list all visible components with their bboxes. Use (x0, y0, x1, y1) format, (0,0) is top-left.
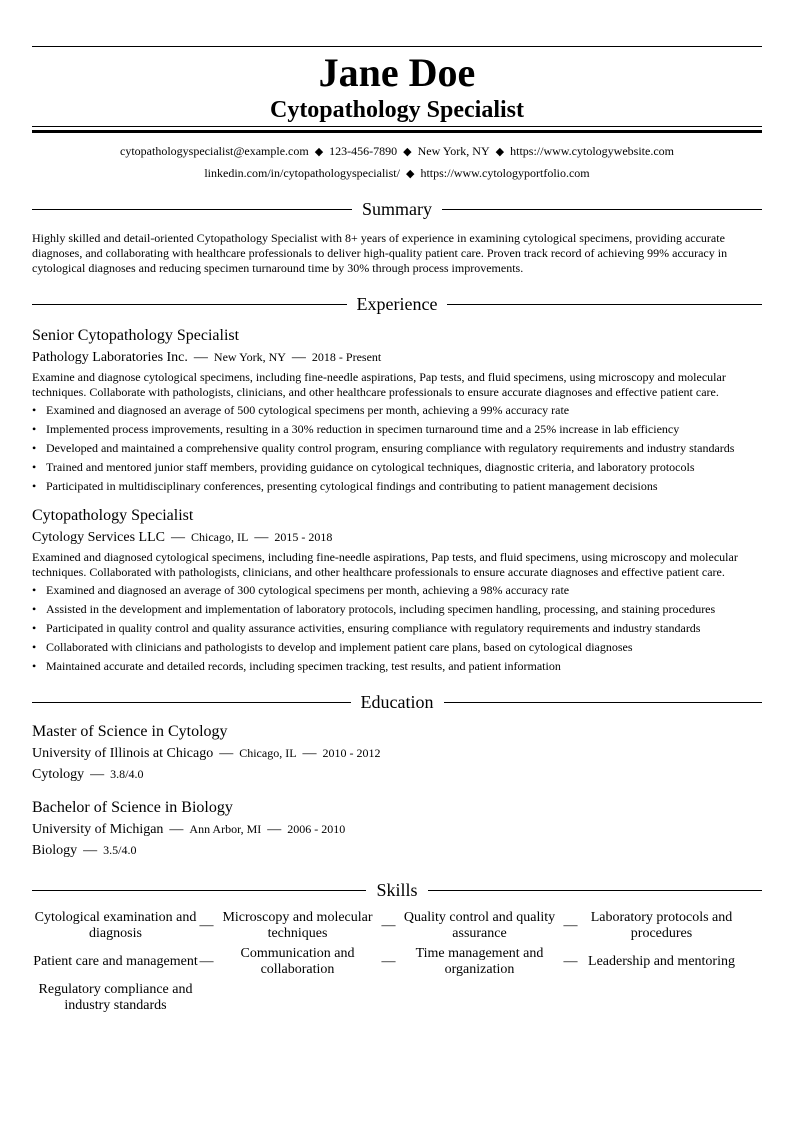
contact-portfolio[interactable]: https://www.cytologyportfolio.com (420, 166, 590, 180)
contact-website[interactable]: https://www.cytologywebsite.com (510, 144, 674, 158)
heading-rule (32, 304, 347, 305)
skill-item: Patient care and management (33, 954, 198, 969)
school-dates: 2006 - 2010 (287, 822, 346, 836)
contact-linkedin[interactable]: linkedin.com/in/cytopathologyspecialist/ (204, 166, 400, 180)
bullet-icon: • (32, 403, 37, 417)
section-title: Skills (376, 880, 418, 900)
dash-separator: — (171, 530, 185, 545)
candidate-name: Jane Doe (318, 50, 476, 95)
job-company: Cytology Services LLC (32, 530, 165, 545)
dash-separator: — (90, 767, 105, 782)
list-item (32, 583, 762, 598)
bullet-text: Maintained accurate and detailed records, including specimen tracking, test results, and patient information (46, 659, 561, 673)
contact-location: New York, NY (417, 144, 490, 158)
diamond-separator-icon: ◆ (403, 146, 412, 158)
bullet-text: Implemented process improvements, resulting in a 30% reduction in specimen turnaround time and a 25% increase in lab efficiency (46, 422, 680, 436)
dash-separator: — (254, 530, 269, 545)
job-location: Chicago, IL (191, 530, 249, 544)
list-item (32, 441, 762, 456)
bullet-text: Participated in multidisciplinary conferences, presenting cytological findings and contributing to patient management decisions (46, 479, 658, 493)
diamond-separator-icon: ◆ (314, 146, 324, 158)
degree-title: Master of Science in Cytology (32, 723, 228, 740)
skills-row (32, 982, 762, 1014)
school-location: Chicago, IL (239, 746, 297, 760)
dash-separator: — (199, 954, 214, 969)
heading-rule (447, 304, 762, 305)
summary-heading (32, 197, 762, 221)
dash-separator: — (563, 918, 578, 933)
list-item (32, 460, 762, 475)
skill-item: Laboratory protocols and procedures (590, 910, 733, 941)
bullet-icon: • (32, 479, 37, 493)
bullet-text: Assisted in the development and implementation of laboratory protocols, including specimen handling, processing, and staining procedures (46, 602, 716, 616)
candidate-role: Cytopathology Specialist (269, 97, 524, 123)
education-entry (32, 798, 762, 860)
dash-separator: — (199, 918, 214, 933)
job-bullets (32, 583, 762, 674)
bullet-icon: • (32, 583, 37, 597)
dash-separator: — (381, 918, 396, 933)
education-heading (32, 690, 762, 714)
job-dates: 2015 - 2018 (274, 530, 333, 544)
skill-item: Communication and collaboration (240, 946, 355, 977)
heading-rule (32, 702, 351, 703)
job-title: Cytopathology Specialist (32, 507, 194, 524)
list-item (32, 602, 762, 617)
job-dates: 2018 - Present (311, 350, 382, 364)
school-meta (32, 744, 762, 763)
job-meta (32, 528, 762, 547)
job-meta (32, 348, 762, 367)
school-meta (32, 820, 762, 839)
bullet-icon: • (32, 441, 37, 455)
school-name: University of Michigan (32, 822, 164, 837)
bullet-text: Collaborated with clinicians and pathologists to develop and implement patient care plans, based on cytological diagnoses (46, 640, 633, 654)
dash-separator: — (267, 822, 282, 837)
heading-rule (32, 890, 366, 891)
skill-item: Time management and organization (415, 946, 544, 977)
bullet-text: Developed and maintained a comprehensive quality control program, ensuring compliance with regulatory requirements and industry standards (46, 441, 735, 455)
diamond-separator-icon: ◆ (405, 168, 415, 180)
list-item (32, 479, 762, 494)
top-rule (32, 46, 762, 47)
contact-block (32, 141, 762, 185)
contact-line-1 (32, 141, 762, 163)
skills-heading (32, 878, 762, 902)
skill-item: Quality control and quality assurance (403, 910, 556, 941)
contact-line-2 (32, 163, 762, 185)
dash-separator: — (381, 954, 396, 969)
section-title: Experience (356, 294, 438, 314)
dash-separator: — (563, 954, 578, 969)
skills-grid (32, 910, 762, 1014)
degree-title: Bachelor of Science in Biology (32, 799, 233, 816)
dash-separator: — (291, 350, 306, 365)
list-item (32, 621, 762, 636)
summary-text: Highly skilled and detail-oriented Cytopathology Specialist with 8+ years of experience in examining cytological specimens, providing accurate diagnoses, and collaborating with healthcare professionals to deliver high-quality patient care. Proven track record of achieving 99% accuracy in cytological diagnoses and reducing specimen turnaround time by 30% through process improvements. (32, 231, 728, 275)
bullet-text: Participated in quality control and quality assurance activities, ensuring compliance with regulatory requirements and industry standards (46, 621, 701, 635)
school-location: Ann Arbor, MI (189, 822, 262, 836)
header-double-rule (32, 126, 762, 133)
field-of-study: Cytology (32, 767, 85, 782)
skills-row (32, 910, 762, 942)
bullet-icon: • (32, 659, 37, 673)
heading-rule (32, 209, 352, 210)
bullet-text: Examined and diagnosed an average of 500 cytological specimens per month, achieving a 99% accuracy rate (46, 403, 570, 417)
job-bullets (32, 403, 762, 494)
heading-rule (444, 702, 763, 703)
list-item (32, 640, 762, 655)
job-company: Pathology Laboratories Inc. (32, 350, 188, 365)
contact-email[interactable]: cytopathologyspecialist@example.com (120, 144, 309, 158)
dash-separator: — (83, 843, 98, 858)
resume-page (32, 46, 762, 1018)
gpa: 3.5/4.0 (103, 843, 137, 857)
school-dates: 2010 - 2012 (322, 746, 381, 760)
heading-rule (442, 209, 762, 210)
bullet-text: Trained and mentored junior staff members, providing guidance on cytological techniques, diagnostic criteria, and laboratory protocols (46, 460, 695, 474)
list-item (32, 659, 762, 674)
experience-entry (32, 326, 762, 494)
experience-heading (32, 292, 762, 316)
skill-item: Cytological examination and diagnosis (34, 910, 197, 941)
bullet-icon: • (32, 640, 37, 654)
skill-item: Microscopy and molecular techniques (222, 910, 373, 941)
heading-rule (428, 890, 762, 891)
school-name: University of Illinois at Chicago (32, 746, 214, 761)
gpa: 3.8/4.0 (110, 767, 144, 781)
bullet-icon: • (32, 602, 37, 616)
field-of-study: Biology (32, 843, 78, 858)
bullet-text: Examined and diagnosed an average of 300 cytological specimens per month, achieving a 98% accuracy rate (46, 583, 570, 597)
job-description: Examine and diagnose cytological specimens, including fine-needle aspirations, Pap tests, and fluid specimens, using microscopy and molecular techniques. Collaborate with pathologists, clinicians, and other healthcare professionals to ensure accurate diagnoses and effective patient care. (32, 370, 726, 399)
dash-separator: — (193, 350, 208, 365)
education-entry (32, 722, 762, 784)
dash-separator: — (219, 746, 234, 761)
job-title: Senior Cytopathology Specialist (32, 327, 240, 344)
bullet-icon: • (32, 422, 37, 436)
diamond-separator-icon: ◆ (495, 146, 505, 158)
list-item (32, 403, 762, 418)
bullet-icon: • (32, 621, 37, 635)
experience-entry (32, 506, 762, 674)
section-title: Summary (362, 199, 432, 219)
field-meta (32, 841, 762, 860)
job-description: Examined and diagnosed cytological specimens, including fine-needle aspirations, Pap tests, and fluid specimens, using microscopy and molecular techniques. Collaborated with pathologists, clinicians, and other healthcare professionals to ensure accurate diagnoses and effective patient care. (32, 550, 738, 579)
field-meta (32, 765, 762, 784)
dash-separator: — (302, 746, 317, 761)
contact-phone: 123-456-7890 (329, 144, 398, 158)
bullet-icon: • (32, 460, 37, 474)
skill-item: Regulatory compliance and industry standards (38, 982, 193, 1013)
section-title: Education (360, 692, 434, 712)
dash-separator: — (169, 822, 184, 837)
job-location: New York, NY (213, 350, 286, 364)
skill-item: Leadership and mentoring (588, 954, 735, 969)
skills-row (32, 946, 762, 978)
list-item (32, 422, 762, 437)
